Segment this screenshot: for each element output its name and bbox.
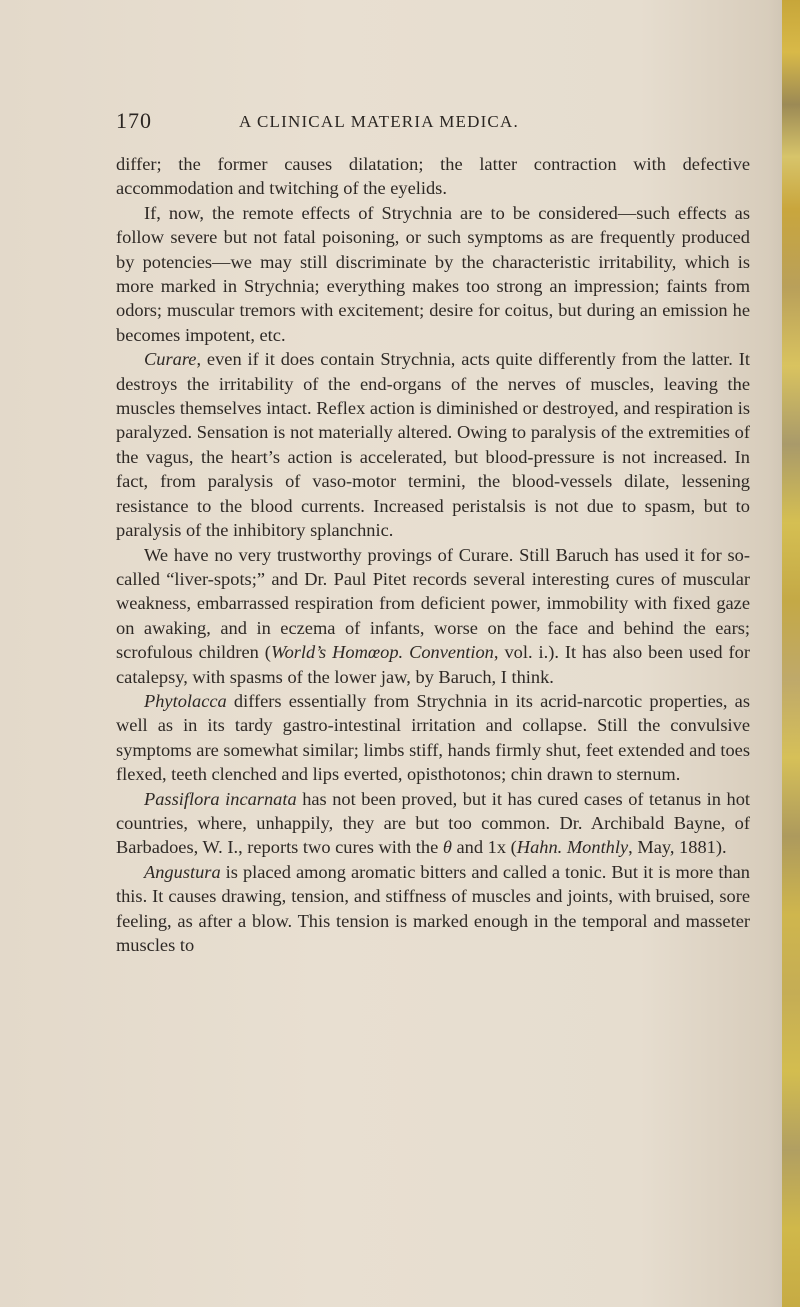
paragraph-1 (116, 152, 750, 201)
page-header (116, 108, 716, 136)
paragraph-curare (116, 347, 750, 542)
page-edge-strip (782, 0, 800, 1307)
term-curare: Curare (144, 349, 197, 370)
paragraph-phytolacca-text: differs essentially from Strychnia in its acrid-narcotic properties, as well as in its tardy gastro-intestinal irritation and collapse. Still the convulsive symptoms are somewhat similar; limbs stiff, hands firmly shut, feet extended and toes flexed, teeth clenched and lips everted, opisthotonos; chin drawn to sternum. (116, 690, 750, 785)
symbol-theta: θ (442, 837, 452, 858)
paragraph-2 (116, 201, 750, 347)
paragraph-1-text: differ; the former causes dilatation; the latter contraction with defective accommodation and twitching of the eyelids. (116, 154, 750, 199)
term-phytolacca: Phytolacca (144, 690, 227, 711)
running-title: A CLINICAL MATERIA MEDICA. (239, 112, 519, 131)
citation-worlds-convention: World’s Homœop. Convention (270, 642, 494, 663)
paragraph-passiflora-text-2: and 1x ( (451, 837, 517, 858)
page-number: 170 (116, 108, 152, 133)
paragraph-2-text: If, now, the remote effects of Strychnia are to be considered—such effects as follow severe but not fatal poisoning, or such symptoms as are frequently produced by potencies—we may still discriminate by the characteristic irritability, which is more marked in Strychnia; everything makes too strong an impression; faints from odors; muscular tremors with excitement; desire for coitus, but during an emission he becomes impotent, etc. (116, 202, 750, 345)
paragraph-passiflora-text: has not been proved, but it has cured cases of tetanus in hot countries, where, unhappily, they are but too common. Dr. Archibald Bayne, of Barbadoes, W. I., reports two cures with the (116, 788, 751, 858)
paragraph-provings-tail: , vol. i.). It has also been used for catalepsy, with spasms of the lower jaw, by Baruch, I think. (116, 642, 750, 687)
paragraph-angustura-text: is placed among aromatic bitters and called a tonic. But it is more than this. It causes drawing, tension, and stiffness of muscles and joints, with bruised, sore feeling, as after a blow. This tension is marked enough in the temporal and masseter muscles to (116, 861, 750, 955)
paragraph-provings (116, 543, 750, 689)
paragraph-passiflora-tail: , May, 1881). (628, 837, 727, 858)
term-passiflora: Passiflora incarnata (144, 788, 297, 809)
paragraph-passiflora (116, 787, 750, 860)
body-text (116, 152, 750, 957)
paragraph-phytolacca (116, 689, 750, 787)
paragraph-provings-text: We have no very trustworthy provings of Curare. Still Baruch has used it for so-called “liver-spots;” and Dr. Paul Pitet records several interesting cures of muscular weakness, embarrassed respiration from deficient power, immobility with fixed gaze on awaking, and in eczema of infants, worse on the face and behind the ears; scrofulous children ( (116, 544, 750, 663)
citation-hahn-monthly: Hahn. Monthly (516, 837, 629, 858)
paragraph-curare-text: , even if it does contain Strychnia, acts quite differently from the latter. It destroys the irritability of the end-organs of the nerves of muscles, leaving the muscles themselves intact. Reflex action is diminished or destroyed, and respiration is paralyzed. Sensation is not materially altered. Owing to paralysis of the extremities of the vagus, the heart’s action is accelerated, but blood-pressure is not increased. In fact, from paralysis of vaso-motor termini, the blood-vessels dilate, lessening resistance to the blood currents. Increased peristalsis is not due to spasm, but to paralysis of the inhibitory splanchnic. (116, 349, 750, 541)
term-angustura: Angustura (144, 861, 221, 882)
paragraph-angustura (116, 860, 750, 958)
